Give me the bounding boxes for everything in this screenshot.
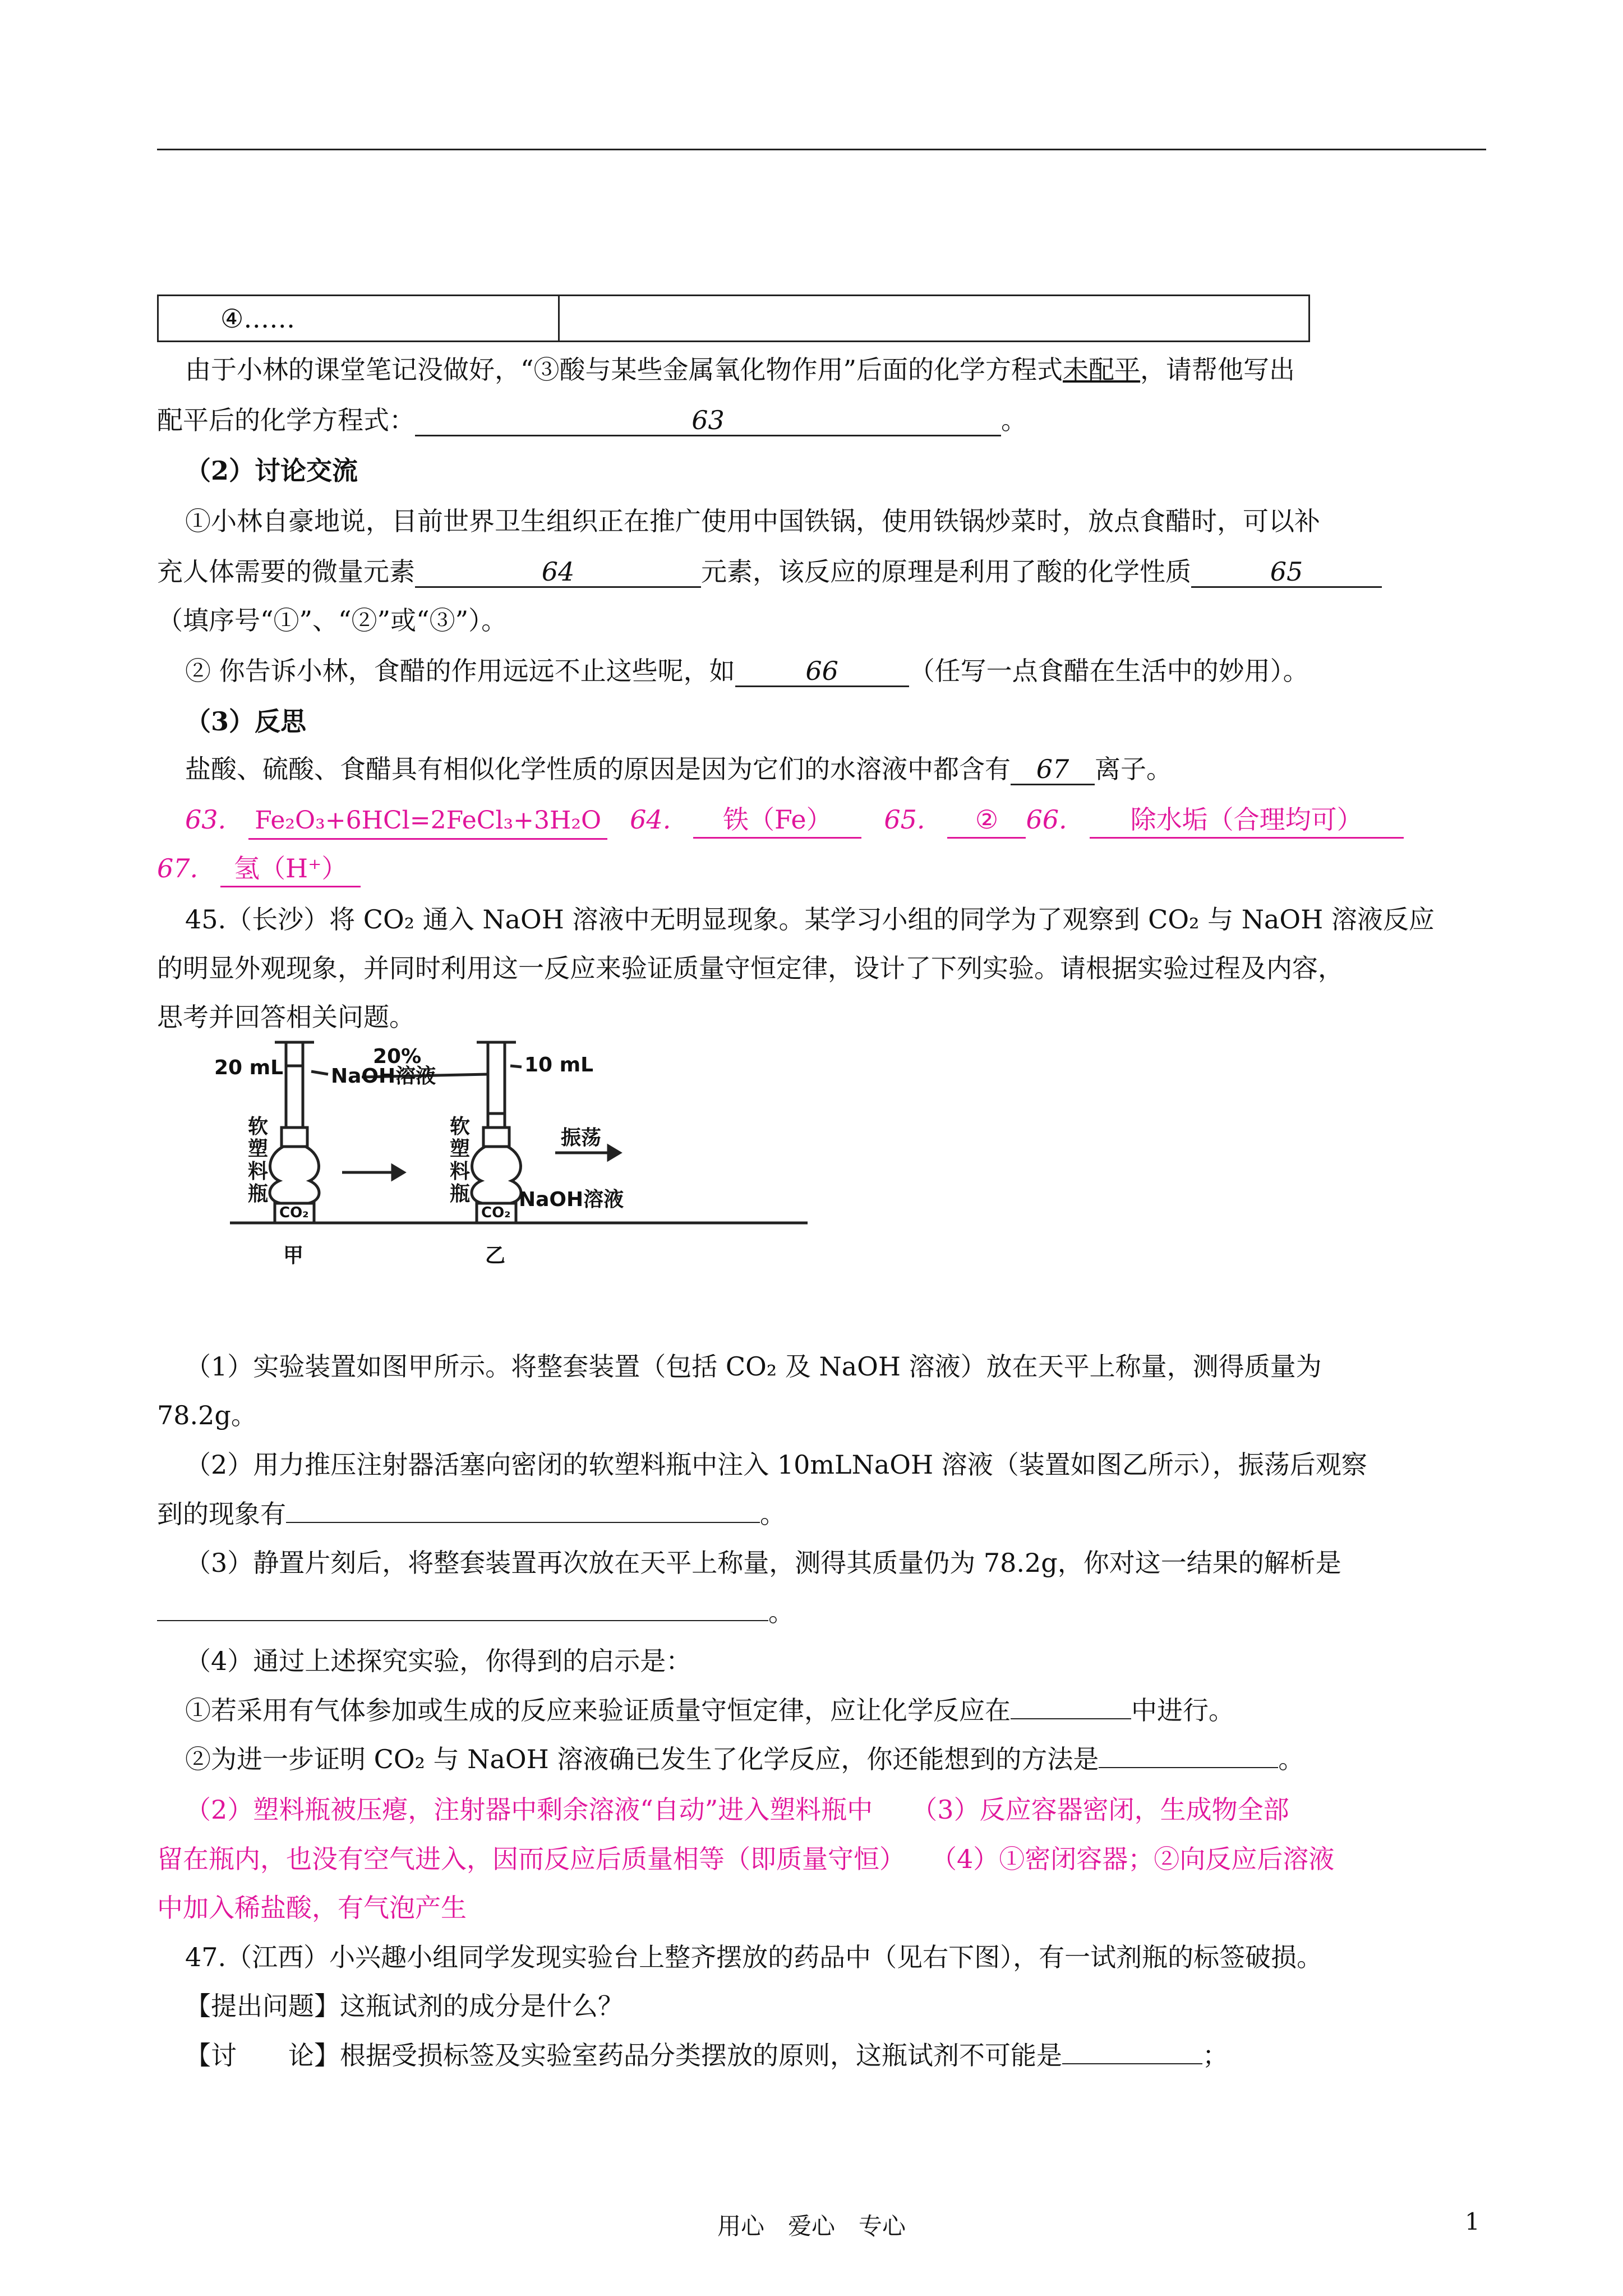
answer-table-row bbox=[157, 295, 1310, 342]
question-45-line2: 的明显外观现象，并同时利用这一反应来验证质量守恒定律，设计了下列实验。请根据实验过程及内容， bbox=[157, 953, 1344, 983]
apparatus-diagram bbox=[213, 1032, 813, 1324]
figure-label-jia: 甲 bbox=[283, 1244, 304, 1267]
part-2-line1: （2）用力推压注射器活塞向密闭的软塑料瓶中注入 10mLNaOH 溶液（装置如图乙所示），振荡后观察 bbox=[185, 1450, 1367, 1480]
blank-reagent[interactable] bbox=[1062, 2063, 1202, 2064]
bottle-char-2: 塑 bbox=[248, 1138, 269, 1161]
blank-63[interactable]: 63 bbox=[415, 406, 1001, 436]
paragraph-iron-line2: 充人体需要的微量元素 64 元素，该反应的原理是利用了酸的化学性质 65 bbox=[157, 554, 1486, 589]
shake-label: 振荡 bbox=[561, 1126, 602, 1149]
paragraph-iron-line3: （填序号“①”、“②”或“③”）。 bbox=[157, 605, 508, 636]
blank-observation[interactable] bbox=[286, 1522, 760, 1523]
bottle-char-1b: 软 bbox=[450, 1115, 471, 1138]
question-45-line1: 45.（长沙）将 CO₂ 通入 NaOH 溶液中无明显现象。某学习小组的同学为了观察到 CO₂ 与 NaOH 溶液反应 bbox=[185, 904, 1435, 935]
part-1-line2: 78.2g。 bbox=[157, 1400, 257, 1430]
bottle-char-4: 瓶 bbox=[248, 1182, 269, 1205]
paragraph-equation-line1: 由于小林的课堂笔记没做好，“③酸与某些金属氧化物作用”后面的化学方程式未配平，请帮他写出 bbox=[185, 355, 1295, 385]
part-1-line1: （1）实验装置如图甲所示。将整套装置（包括 CO₂ 及 NaOH 溶液）放在天平上称量，测得质量为 bbox=[185, 1351, 1322, 1382]
bottle-char-2b: 塑 bbox=[450, 1138, 471, 1161]
left-volume-label: 20 mL bbox=[214, 1056, 284, 1079]
blank-67[interactable]: 67 bbox=[1011, 754, 1095, 785]
footer-text: 用心 爱心 专心 bbox=[717, 2212, 906, 2240]
blank-method[interactable] bbox=[1099, 1767, 1278, 1768]
solution-label: NaOH溶液 bbox=[519, 1188, 624, 1211]
question-47-line3: 【讨 论】根据受损标签及实验室药品分类摆放的原则，这瓶试剂不可能是 ； bbox=[185, 2040, 1228, 2070]
answers2-line1: （2）塑料瓶被压瘪，注射器中剩余溶液“自动”进入塑料瓶中 （3）反应容器密闭，生成物全部 bbox=[185, 1795, 1289, 1825]
blank-65[interactable]: 65 bbox=[1191, 557, 1382, 588]
answers2-line2: 留在瓶内，也没有空气进入，因而反应后质量相等（即质量守恒） （4）①密闭容器；②向反应后溶液 bbox=[157, 1844, 1335, 1874]
answers2-line3: 中加入稀盐酸，有气泡产生 bbox=[157, 1893, 467, 1923]
bottle-char-3: 料 bbox=[248, 1160, 269, 1183]
question-47-line1: 47.（江西）小兴趣小组同学发现实验台上整齐摆放的药品中（见右下图），有一试剂瓶的标签破损。 bbox=[185, 1942, 1323, 1972]
paragraph-ions: 盐酸、硫酸、食醋具有相似化学性质的原因是因为它们的水溶液中都含有 67 离子。 bbox=[185, 754, 1172, 784]
right-volume-label: 10 mL bbox=[524, 1053, 594, 1076]
part-3-line1: （3）静置片刻后，将整套装置再次放在天平上称量，测得其质量仍为 78.2g，你对这一结果的解析是 bbox=[185, 1548, 1341, 1578]
question-45-line3: 思考并回答相关问题。 bbox=[157, 1002, 415, 1032]
reagent-label: NaOH溶液 bbox=[331, 1065, 436, 1088]
answers-line1: 63. Fe₂O₃+6HCl=2FeCl₃+3H₂O 64. 铁（Fe） 65. ② 66. 除水垢（合理均可） bbox=[185, 802, 1486, 840]
underlined-text: 未配平 bbox=[1063, 355, 1141, 385]
header-rule bbox=[157, 149, 1486, 150]
part-3-line2: 。 bbox=[157, 1595, 1486, 1630]
question-47-line2: 【提出问题】这瓶试剂的成分是什么？ bbox=[185, 1991, 624, 2021]
section-title-reflection: （3）反思 bbox=[185, 706, 307, 737]
part-2-line2: 到的现象有 。 bbox=[157, 1499, 786, 1529]
blank-container[interactable] bbox=[1011, 1718, 1131, 1719]
answer-64: 铁（Fe） bbox=[693, 802, 861, 839]
part-4-1-line: ①若采用有气体参加或生成的反应来验证质量守恒定律，应让化学反应在 中进行。 bbox=[185, 1695, 1234, 1726]
bottle-char-1: 软 bbox=[248, 1115, 269, 1138]
bottle-char-4b: 瓶 bbox=[450, 1182, 471, 1205]
figure-label-yi: 乙 bbox=[485, 1244, 506, 1267]
percent-label: 20% bbox=[373, 1045, 422, 1068]
blank-64[interactable]: 64 bbox=[415, 557, 701, 588]
part-4-line: （4）通过上述探究实验，你得到的启示是： bbox=[185, 1646, 692, 1676]
paragraph-iron-line1: ①小林自豪地说，目前世界卫生组织正在推广使用中国铁锅，使用铁锅炒菜时，放点食醋时，可以补 bbox=[185, 506, 1320, 536]
answer-65: ② bbox=[947, 802, 1026, 839]
answer-63: Fe₂O₃+6HCl=2FeCl₃+3H₂O bbox=[248, 803, 607, 840]
answers-line2: 67. 氢（H⁺） bbox=[157, 851, 1486, 887]
paragraph-vinegar: ② 你告诉小林，食醋的作用远远不止这些呢，如 66 （任写一点食醋在生活中的妙用）。 bbox=[185, 656, 1309, 686]
answer-66: 除水垢（合理均可） bbox=[1090, 802, 1404, 839]
blank-66[interactable]: 66 bbox=[735, 656, 909, 687]
page-number: 1 bbox=[1465, 2208, 1480, 2235]
bottle-char-3b: 料 bbox=[450, 1160, 471, 1183]
answer-67: 氢（H⁺） bbox=[220, 851, 361, 887]
blank-explanation[interactable] bbox=[157, 1620, 768, 1621]
gas-label-b: CO₂ bbox=[481, 1204, 511, 1221]
part-4-2-line: ②为进一步证明 CO₂ 与 NaOH 溶液确已发生了化学反应，你还能想到的方法是 。 bbox=[185, 1744, 1304, 1774]
paragraph-equation-line2: 配平后的化学方程式： 63 。 bbox=[157, 405, 1027, 435]
table-cell-1: ④…… bbox=[159, 296, 560, 341]
section-title-discussion: （2）讨论交流 bbox=[185, 455, 358, 486]
gas-label-a: CO₂ bbox=[279, 1204, 309, 1221]
experiment-figure bbox=[213, 1032, 813, 1324]
